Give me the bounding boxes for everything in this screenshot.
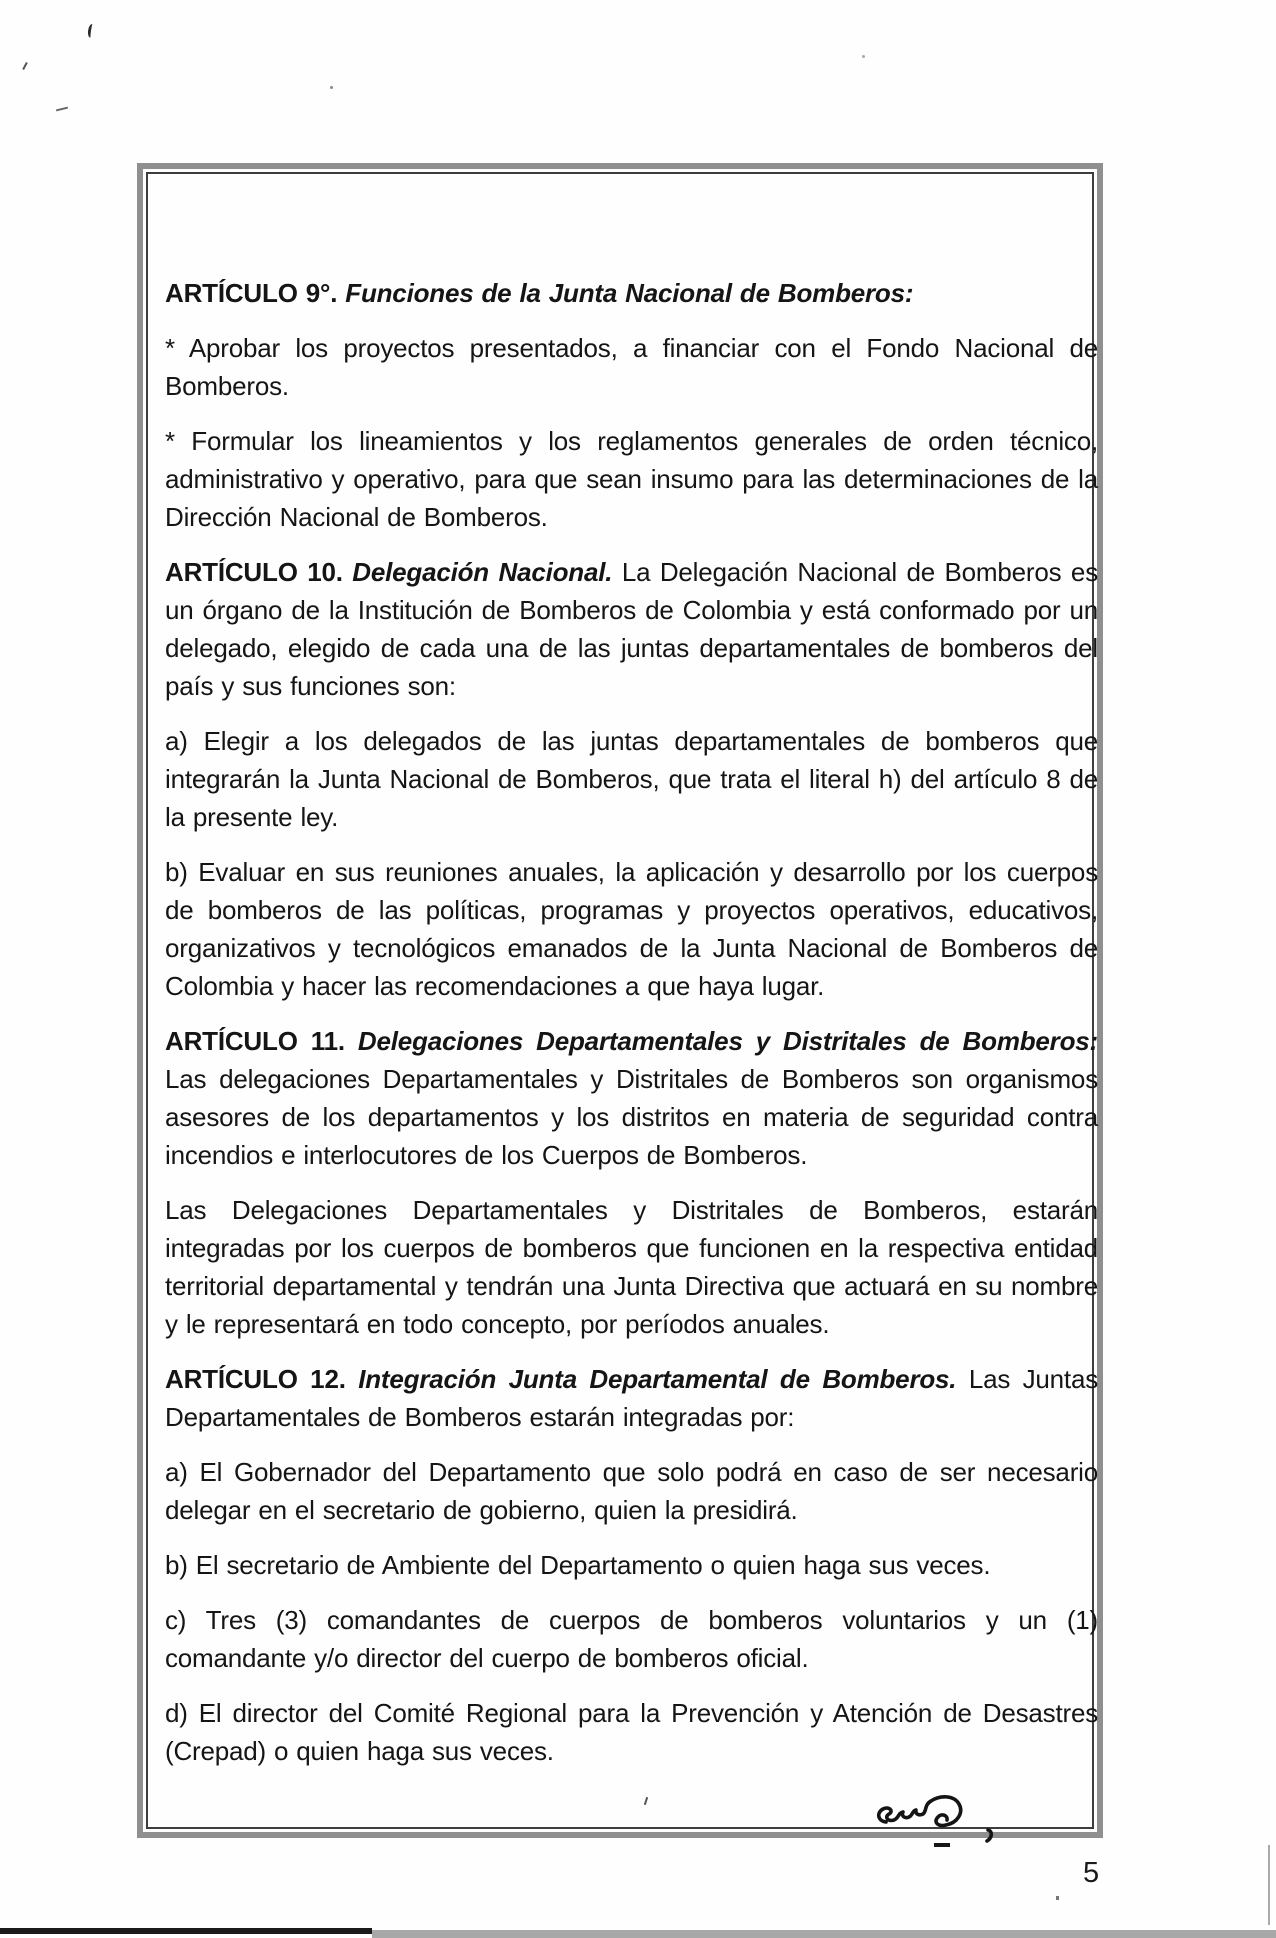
paragraph-text: a) Elegir a los delegados de las juntas departamentales de bomberos que integrarán la Junta Nacional de Bomberos, que trata el literal h) del artículo 8 de la presente ley.: [165, 726, 1098, 832]
page-frame-inner: [146, 172, 1099, 1829]
paragraph-text: b) Evaluar en sus reuniones anuales, la aplicación y desarrollo por los cuerpos de bomberos de las políticas, programas y proyectos operativos, educativos, organizativos y tecnológicos emanados de la Junta Nacional de Bomberos de Colombia y hacer las recomendaciones a que haya lugar.: [165, 857, 1098, 1001]
paragraph-text: Las Delegaciones Departamentales y Distritales de Bomberos, estarán integradas por los cuerpos de bomberos que funcionen en la respectiva entidad territorial departamental y tendrán una Junta Directiva que actuará en su nombre y le representará en todo concepto, por períodos anuales.: [165, 1195, 1098, 1339]
article-12-paragraph: [165, 1360, 1098, 1436]
article-12-label: ARTÍCULO 12.: [165, 1364, 346, 1394]
paragraph-aprobar: [165, 329, 1098, 405]
paragraph-text: a) El Gobernador del Departamento que solo podrá en caso de ser necesario delegar en el secretario de gobierno, quien la presidirá.: [165, 1457, 1098, 1525]
scan-speck: [56, 107, 68, 112]
signature-squiggle: [866, 1778, 1016, 1846]
article-9-label: ARTÍCULO 9°.: [165, 278, 338, 308]
scan-bottom-strip-gray: [372, 1930, 1276, 1938]
paragraph-text: Las delegaciones Departamentales y Distritales de Bomberos son organismos asesores de los departamentos y los distritos en materia de seguridad contra incendios e interlocutores de los Cuerpos de Bomberos.: [165, 1064, 1098, 1170]
paragraph-literal-b-art12: [165, 1546, 1098, 1584]
scan-speck: [862, 55, 865, 58]
page-frame: [137, 163, 1103, 1838]
pen-dash: [934, 1843, 950, 1847]
article-11-title: Delegaciones Departamentales y Distritales de Bomberos:: [357, 1026, 1098, 1056]
paragraph-text: * Formular los lineamientos y los reglamentos generales de orden técnico, administrativo y operativo, para que sean insumo para las determinaciones de la Dirección Nacional de Bomberos.: [165, 426, 1098, 532]
paragraph-text: * Aprobar los proyectos presentados, a financiar con el Fondo Nacional de Bomberos.: [165, 333, 1098, 401]
page-number: 5: [1083, 1857, 1100, 1889]
article-9-title: Funciones de la Junta Nacional de Bomberos:: [345, 278, 914, 308]
paragraph-text: La Delegación Nacional de Bomberos es un órgano de la Institución de Bomberos de Colombia y está conformado por un delegado, elegido de cada una de las juntas departamentales de bomberos del país y sus funciones son:: [165, 557, 1098, 701]
article-11-label: ARTÍCULO 11.: [165, 1026, 345, 1056]
article-10-label: ARTÍCULO 10.: [165, 557, 343, 587]
paragraph-delegaciones: [165, 1191, 1098, 1343]
article-9-heading: [165, 274, 1098, 312]
paragraph-text: b) El secretario de Ambiente del Departamento o quien haga sus veces.: [165, 1550, 991, 1580]
paragraph-literal-a-art12: [165, 1453, 1098, 1529]
scan-speck: [330, 86, 333, 89]
paragraph-literal-d-art12: [165, 1694, 1098, 1770]
article-10-title: Delegación Nacional.: [352, 557, 613, 587]
paragraph-text: d) El director del Comité Regional para la Prevención y Atención de Desastres (Crepad) o quien haga sus veces.: [165, 1698, 1098, 1766]
scan-speck: [22, 62, 28, 70]
paragraph-formular: [165, 422, 1098, 536]
scan-speck: [87, 24, 96, 39]
scan-bottom-strip-dark: [0, 1928, 372, 1934]
paragraph-literal-a-art10: [165, 722, 1098, 836]
paragraph-literal-c-art12: [165, 1601, 1098, 1677]
paragraph-literal-b-art10: [165, 853, 1098, 1005]
paragraph-text: Las Juntas Departamentales de Bomberos estarán integradas por:: [165, 1364, 1099, 1432]
article-12-title: Integración Junta Departamental de Bomberos.: [358, 1364, 957, 1394]
scan-speck: [1056, 1896, 1059, 1900]
article-11-paragraph: [165, 1022, 1098, 1174]
article-10-paragraph: [165, 553, 1098, 705]
paragraph-text: c) Tres (3) comandantes de cuerpos de bomberos voluntarios y un (1) comandante y/o director del cuerpo de bomberos oficial.: [165, 1605, 1098, 1673]
scan-edge-line: [1268, 1845, 1270, 1925]
